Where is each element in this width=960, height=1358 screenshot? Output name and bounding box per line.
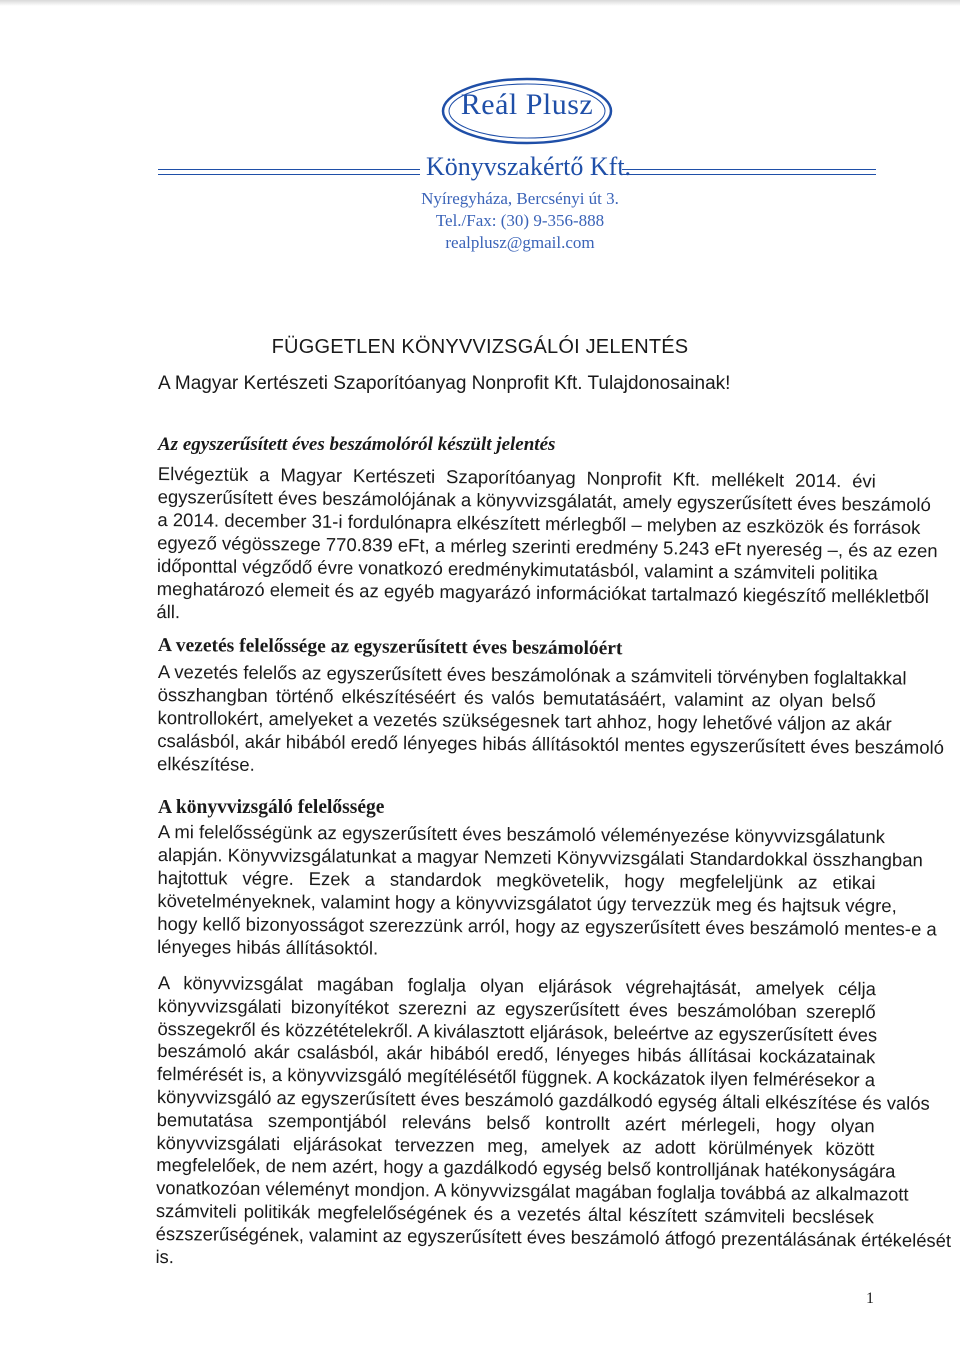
auditor-line: A mi felelősségünk az egyszerűsített éves beszámoló véleményezése könyvvizsgálatunk: [157, 821, 885, 848]
management-line: kontrollokért, amelyeket a vezetés szükségesnek tart ahhoz, hogy lehetővé váljon az akár: [157, 706, 892, 735]
audit-scope-line: számviteli politikák megfelelőségének és a vezetés által készített számviteli becslések: [155, 1199, 874, 1228]
intro-line: egyező végösszege 770.839 eFt, a mérleg szerinti eredmény 5.243 eFt nyereség –, és az ezen: [157, 531, 938, 562]
company-address: Nyíregyháza, Bercsényi út 3.: [421, 189, 619, 208]
company-phone: Tel./Fax: (30) 9-356-888: [435, 211, 605, 230]
intro-paragraph: [156, 462, 938, 631]
audit-scope-line: A könyvvizsgálat magában foglalja olyan eljárások végrehajtását, amelyek célja: [157, 972, 876, 1000]
audit-scope-line: könyvvizsgálati eljárásokat tervezzen meg, amelyek az adott körülmények között: [156, 1131, 875, 1159]
audit-scope-line: könyvvizsgálati bizonyítékot szerezni az egyszerűsített éves beszámolóban szereplő: [157, 994, 876, 1023]
letterhead-rule-right: [622, 169, 876, 175]
management-paragraph: [157, 660, 945, 781]
auditor-line: alapján. Könyvvizsgálatunkat a magyar Nemzeti Könyvvizsgálati Standardokkal összhangban: [157, 843, 923, 871]
audit-scope-line: is.: [155, 1245, 175, 1267]
auditor-line: lényeges hibás állításoktól.: [157, 935, 379, 959]
report-title: FÜGGETLEN KÖNYVVIZSGÁLÓI JELENTÉS: [271, 336, 689, 358]
letterhead-rule-left: [158, 169, 420, 175]
management-line: összhangban történő elkészítéséért és valós bemutatásáért, valamint az olyan belső: [157, 683, 876, 712]
auditor-line: követelményeknek, valamint hogy a könyvvizsgálatot úgy tervezzük meg és hajtsuk végre,: [157, 889, 897, 917]
intro-line: időponttal végződő évre vonatkozó eredménykimutatásból, valamint a számviteli politika: [156, 554, 878, 584]
management-line: A vezetés felelős az egyszerűsített éves beszámolónak a számviteli törvényben foglaltakkal: [157, 660, 907, 689]
auditor-line: hogy kellő bizonyosságot szerezzünk arról, hogy az egyszerűsített éves beszámoló mentes-e a: [157, 912, 937, 940]
management-line: elkészítése.: [157, 752, 255, 775]
audit-scope-line: észszerűségének, valamint az egyszerűsített éves beszámoló átfogó prezentálásának értékelését: [155, 1222, 952, 1251]
audit-scope-line: felmérését is, a könyvvizsgáló megítélésétől függnek. A kockázatok ilyen felmérésekor a: [157, 1063, 876, 1091]
auditor-heading: A könyvvizsgáló felelőssége: [158, 797, 385, 818]
audit-scope-line: megfelelőek, de nem azért, hogy a gazdálkodó egység belső kontrolljának hatékonyságára: [156, 1154, 896, 1182]
intro-line: Elvégeztük a Magyar Kertészeti Szaporítóanyag Nonprofit Kft. mellékelt 2014. évi: [157, 462, 876, 492]
audit-scope-line: könyvvizsgáló az egyszerűsített éves beszámoló gazdálkodó egység általi elkészítése és valós: [156, 1085, 930, 1114]
auditor-line: hajtottuk végre. Ezek a standardok megkövetelik, hogy megfeleljünk az etikai: [157, 866, 876, 894]
intro-line: áll.: [156, 600, 181, 623]
audit-scope-line: bemutatása szempontjából releváns belső kontrollt azért mérlegeli, hogy olyan: [156, 1108, 875, 1137]
management-line: csalásból, akár hibából eredő lényeges hibás állításoktól mentes egyszerűsített éves beszámoló: [157, 729, 945, 758]
logo-text: Reál Plusz: [460, 88, 594, 121]
intro-line: egyszerűsített éves beszámolójának a könyvvizsgálatát, amely egyszerűsített éves beszámoló: [157, 485, 931, 516]
page-number: 1: [866, 1290, 874, 1307]
audit-scope-line: összegekről és közzétételekről. A kiválasztott eljárások, beleértve az egyszerűsített éves: [157, 1017, 878, 1045]
company-email: realplusz@gmail.com: [445, 233, 595, 252]
company-name: Könyvszakértő Kft.: [426, 152, 632, 181]
audit-scope-paragraph: [155, 972, 952, 1275]
intro-line: meghatározó elemeit és az egyéb magyarázó információkat tartalmazó kiegészítő mellékletből: [156, 577, 929, 608]
audit-scope-line: vonatkozóan véleményt mondjon. A könyvvizsgálat magában foglalja továbbá az alkalmazott: [156, 1177, 909, 1205]
report-subtitle: Az egyszerűsített éves beszámolóról készült jelentés: [158, 434, 556, 455]
intro-line: a 2014. december 31-i fordulónapra elkészített mérlegből – melyben az eszközök és források: [157, 508, 921, 538]
scan-edge: [0, 0, 960, 6]
audit-scope-line: beszámoló akár csalásból, akár hibából eredő, lényeges hibás állításai kockázatainak: [157, 1040, 876, 1068]
auditor-paragraph: [157, 820, 937, 963]
addressee: A Magyar Kertészeti Szaporítóanyag Nonprofit Kft. Tulajdonosainak!: [158, 373, 731, 394]
management-heading: A vezetés felelőssége az egyszerűsített éves beszámolóért: [157, 635, 623, 660]
company-logo: [439, 74, 615, 148]
